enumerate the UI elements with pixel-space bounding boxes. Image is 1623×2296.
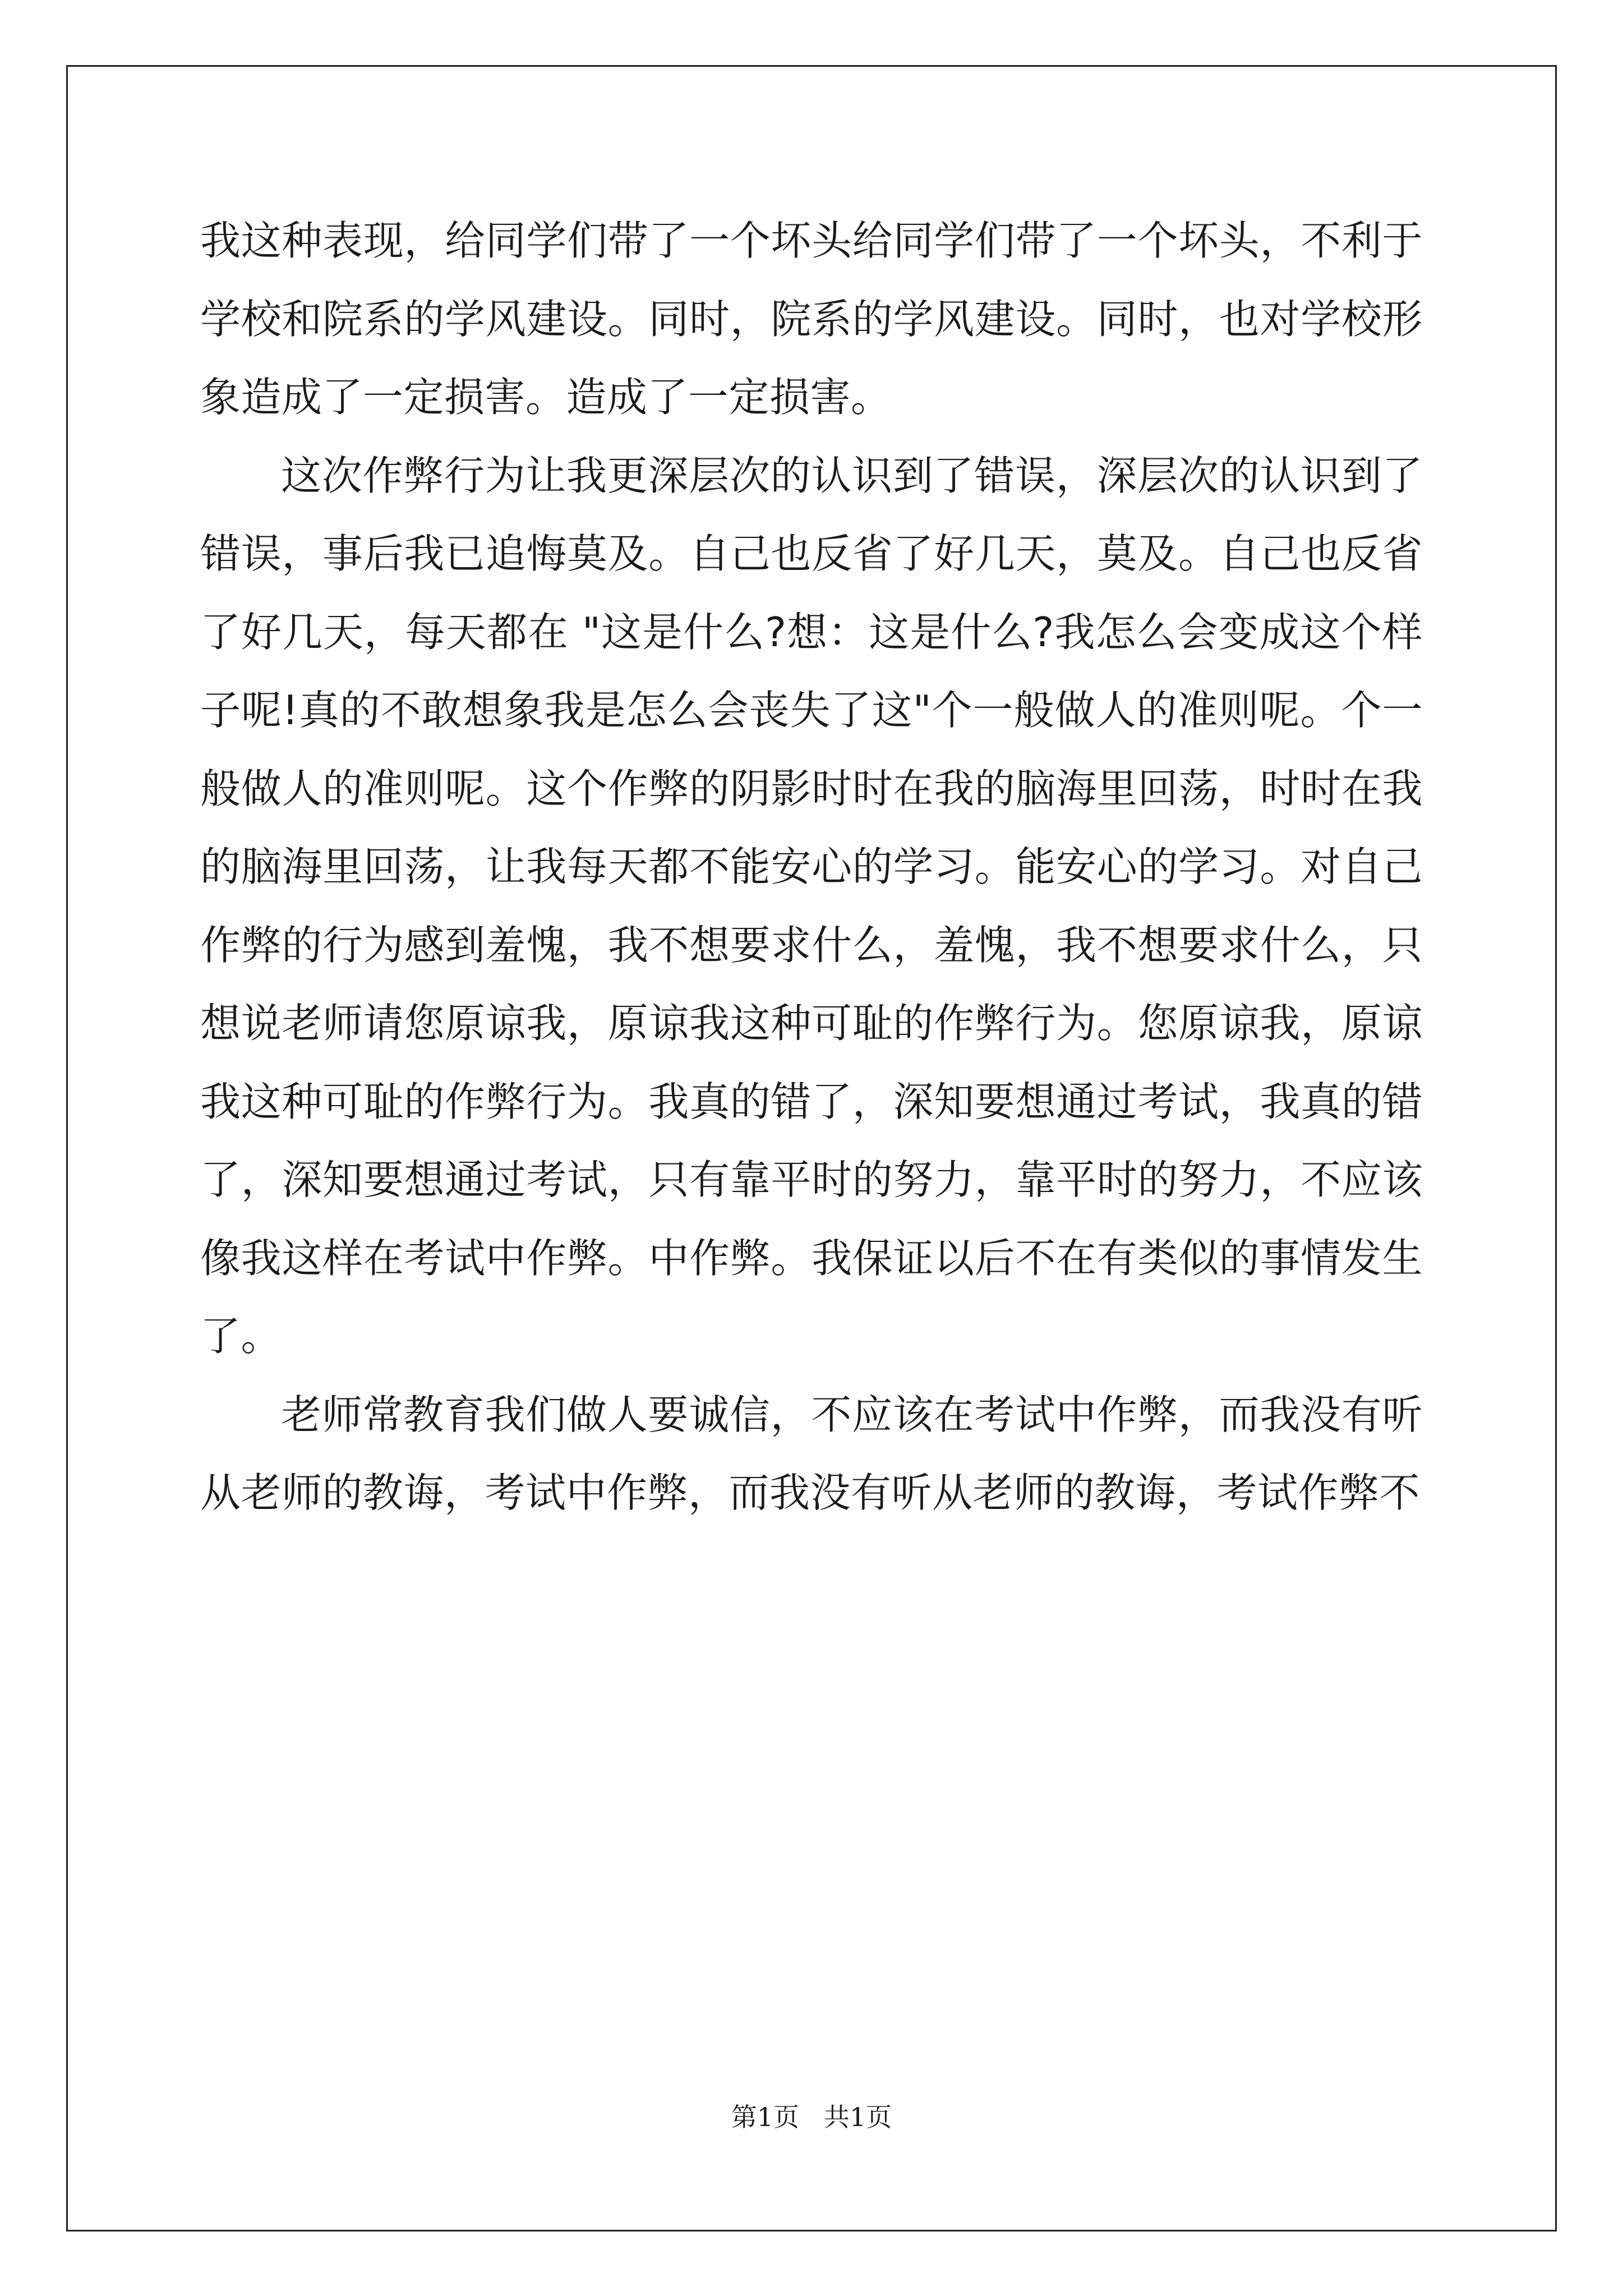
paragraph-3: 老师常教育我们做人要诚信，不应该在考试中作弊，而我没有听从老师的教诲，考试中作弊，而我没有听从老师的教诲，考试作弊不	[200, 1391, 1423, 1516]
paragraph-2: 这次作弊行为让我更深层次的认识到了错误，深层次的认识到了错误，事后我已追悔莫及。自己也反省了好几天，莫及。自己也反省了好几天，每天都在 "这是什么?想：这是什么?我怎么会变成这个样子呢!真的不敢想象我是怎么会丧失了这"个一般做人的准则呢。个一般做人的准则呢。这个作弊的阴影时时在我的脑海里回荡，时时在我的脑海里回荡，让我每天都不能安心的学习。能安心的学习。对自己作弊的行为感到羞愧，我不想要求什么，羞愧，我不想要求什么，只想说老师请您原谅我，原谅我这种可耻的作弊行为。您原谅我，原谅我这种可耻的作弊行为。我真的错了，深知要想通过考试，我真的错了，深知要想通过考试，只有靠平时的努力，靠平时的努力，不应该像我这样在考试中作弊。中作弊。我保证以后不在有类似的事情发生了。	[200, 452, 1423, 1360]
page-number: 第1页 共1页	[731, 2102, 892, 2132]
paragraph-1: 我这种表现，给同学们带了一个坏头给同学们带了一个坏头，不利于学校和院系的学风建设。同时，院系的学风建设。同时，也对学校形象造成了一定损害。造成了一定损害。	[200, 217, 1423, 421]
document-body	[200, 202, 1423, 1533]
